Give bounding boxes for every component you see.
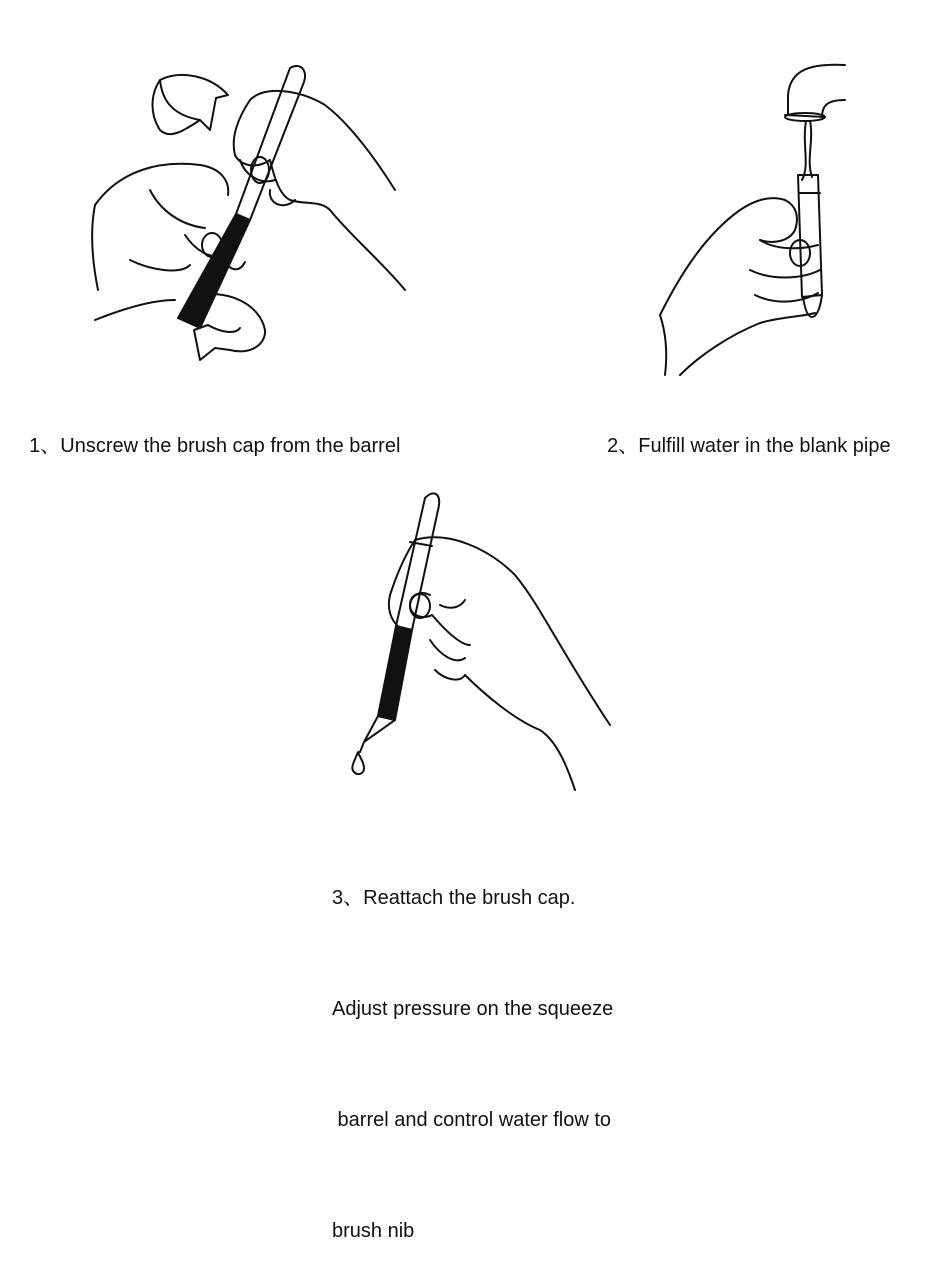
step-1-line-1: Unscrew the brush cap from the barrel xyxy=(60,435,401,457)
hands-unscrew-cap-icon xyxy=(90,60,420,370)
step-3-caption xyxy=(332,806,613,1287)
step-2-illustration xyxy=(650,55,860,380)
step-1-number: 1、 xyxy=(29,435,61,457)
step-3-line-4: brush nib xyxy=(332,1220,415,1242)
step-1-caption xyxy=(18,391,400,465)
step-3-illustration xyxy=(340,480,620,800)
step-3-line-1-row xyxy=(332,880,613,917)
step-2-line-1: Fulfill water in the blank pipe xyxy=(638,435,891,457)
step-2-caption xyxy=(596,391,891,465)
step-3-line-3: barrel and control water flow to xyxy=(332,1109,612,1131)
step-3-number: 3、 xyxy=(332,887,364,909)
hand-fill-water-under-tap-icon xyxy=(650,55,860,380)
hand-squeeze-brush-drip-icon xyxy=(340,480,620,800)
step-1-illustration xyxy=(90,60,420,370)
step-3-line-2: Adjust pressure on the squeeze xyxy=(332,998,614,1020)
step-3-line-1: Reattach the brush cap. xyxy=(363,887,576,909)
step-2-number: 2、 xyxy=(607,435,639,457)
